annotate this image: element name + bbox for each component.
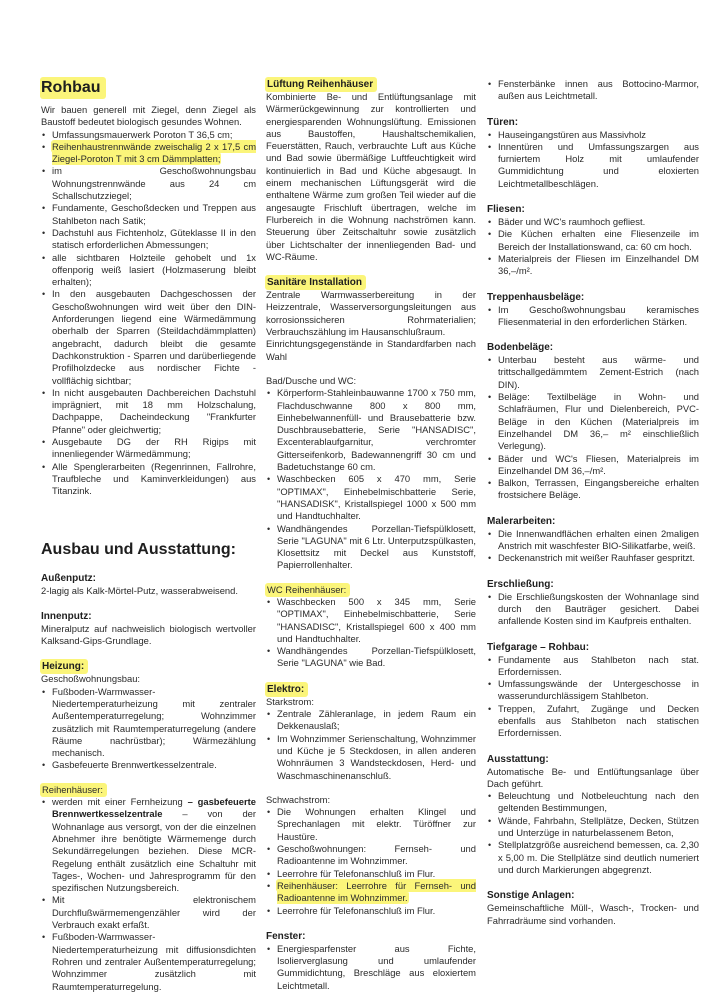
highlighted-text: Reihenhäuser: Leerrohre für Fernseh- und Radioantenne im Wohnzimmer. xyxy=(277,879,476,904)
fenster-cont-list xyxy=(487,78,699,103)
list-item: • Alle Spenglerarbeiten (Regenrinnen, Fallrohre, Traufbleche und Kaminverkleidungen) aus Titanzink. xyxy=(41,461,256,498)
section-sonstige xyxy=(487,889,699,927)
list-item: • Gasbefeuerte Brennwertkesselzentrale. xyxy=(41,759,256,771)
list-item: • Unterbau besteht aus wärme- und trittschallgedämmtem Zement-Estrich (nach DIN). xyxy=(487,354,699,391)
heading-sonstige: Sonstige Anlagen: xyxy=(487,890,575,902)
list-item: • Waschbecken 500 x 345 mm, Serie "OPTIMAX", Einhebelmischbatterie, Serie "HANSADISC", Kristallspiegel 600 x 400 mm und Handtuchhalter. xyxy=(266,596,476,645)
list-item: • Die Wohnungen erhalten Klingel und Sprechanlagen mit elektr. Türöffner zur Haustüre. xyxy=(266,806,476,843)
list-item: • Dachstuhl aus Fichtenholz, Güteklasse II in den statisch erforderlichen Abmessungen; xyxy=(41,227,256,252)
section-erschliessung xyxy=(487,578,699,628)
list-item: • Fußboden-Warmwasser-Niedertemperaturheizung mit diffusionsdichten Rohren und zentraler Außentemperaturregelung; Wohnzimmer zusätzlich mit Raumtemperaturregelung. xyxy=(41,931,256,992)
list-item: • In nicht ausgebauten Dachbereichen Dachstuhl imprägniert, mit 18 mm Holzschalung, Dachpappe, Dacheindeckung "Frankfurter Pfanne" oder gleichwertig; xyxy=(41,387,256,436)
aussenputz-text: 2-lagig als Kalk-Mörtel-Putz, wasserabweisend. xyxy=(41,584,238,596)
erschliessung-list xyxy=(487,591,699,628)
bad-list xyxy=(266,387,476,571)
section-innenputz xyxy=(41,610,256,648)
heading-rohbau: Rohbau xyxy=(41,78,105,98)
tueren-list xyxy=(487,129,699,190)
heading-tiefgarage: Tiefgarage – Rohbau: xyxy=(487,641,590,653)
list-item: • Waschbecken 605 x 470 mm, Serie "OPTIMAX", Einhebelmischbatterie Serie, "HANSADISK", Kristallspiegel 1000 x 500 mm und Handtuchhalter. xyxy=(266,473,476,522)
section-lueftung xyxy=(266,78,476,263)
section-elektro xyxy=(266,683,476,917)
list-item: • Umfassungsmauerwerk Poroton T 36,5 cm; xyxy=(41,129,256,141)
section-fliesen xyxy=(487,203,699,277)
list-item: • Beleuchtung und Notbeleuchtung nach den geltenden Bestimmungen, xyxy=(487,790,699,815)
heading-fenster: Fenster: xyxy=(266,930,306,942)
list-item: • Treppen, Zufahrt, Zugänge und Decken ebenfalls aus Stahlbeton nach statischen Erfordernissen. xyxy=(487,703,699,740)
list-item: • alle sichtbaren Holzteile gehobelt und 1x offenporig weiß lasiert (Holzmaserung bleibt erhalten); xyxy=(41,252,256,289)
section-fenster xyxy=(266,930,476,992)
heading-treppenhaus: Treppenhausbeläge: xyxy=(487,291,585,303)
heading-ausstattung: Ausstattung: xyxy=(487,753,549,765)
list-item: • Deckenanstrich mit weißer Rauhfaser gespritzt. xyxy=(487,552,699,564)
list-item: • Im Wohnzimmer Serienschaltung, Wohnzimmer und Küche je 5 Steckdosen, in allen anderen Wohnräumen 3 Wandsteckdosen, Herd- und Waschmaschinenanschluß. xyxy=(266,733,476,782)
list-item: • In den ausgebauten Dachgeschossen der Geschoßwohnungen wird weit über den DIN-Anforderungen liegend eine Wärmedämmung oberhalb der Sparren (Steildachdämmplatten) angebracht, dadurch bleibt die gesamte Dachkonstruktion - Sparren und darüberliegende Profilholzdecke aus nordischer Fichte - vollflächig sichtbar; xyxy=(41,288,256,386)
list-item: • Innentüren und Umfassungszargen aus furniertem Holz mit umlaufender Gummidichtung und eloxierten Leichtmetallbeschlägen. xyxy=(487,141,699,190)
column-middle xyxy=(266,78,476,1005)
list-item: • Wandhängendes Porzellan-Tiefspülklosett, Serie "LAGUNA" mit 6 Ltr. Unterputzspülkasten, Klosettsitz mit Deckel aus Kunststoff, Papierrollenhalter. xyxy=(266,523,476,572)
list-item: • Die Innenwandflächen erhalten einen 2maligen Anstrich mit waschfester BIO-Silikatfarbe, weiß. xyxy=(487,528,699,553)
list-item: • Energiesparfenster aus Fichte, Isolierverglasung und umlaufender Gummidichtung, Breschläge aus eloxiertem Leichtmetall. xyxy=(266,943,476,992)
heading-elektro: Elektro: xyxy=(266,683,307,696)
list-item: • Ausgebaute DG der RH Rigips mit innenliegender Wärmedämmung; xyxy=(41,436,256,461)
boden-list xyxy=(487,354,699,502)
heading-innenputz: Innenputz: xyxy=(41,610,92,622)
wc-sub: WC Reihenhäuser: xyxy=(266,584,349,596)
heading-malerarbeiten: Malerarbeiten: xyxy=(487,515,556,527)
section-bodenbelaege xyxy=(487,341,699,502)
section-treppenhaus xyxy=(487,291,699,329)
section-rohbau xyxy=(41,78,256,498)
section-tueren xyxy=(487,116,699,190)
wc-list xyxy=(266,596,476,670)
list-item: • Hauseingangstüren aus Massivholz xyxy=(487,129,699,141)
list-item: • Wandhängendes Porzellan-Tiefspülklosett, Serie "LAGUNA" wie Bad. xyxy=(266,645,476,670)
list-item: • Die Küchen erhalten eine Fliesenzeile im Bereich der Installationswand, ca: 60 cm hoch. xyxy=(487,228,699,253)
heizung-rh-list xyxy=(41,796,256,993)
heizung-list xyxy=(41,686,256,772)
heading-tueren: Türen: xyxy=(487,116,519,128)
highlighted-text: Reihenhaustrennwände zweischalig 2 x 17,5 cm Ziegel-Poroton T mit 3 cm Dämmplatten; xyxy=(52,140,256,165)
heading-bodenbelaege: Bodenbeläge: xyxy=(487,342,554,354)
heading-ausbau: Ausbau und Ausstattung: xyxy=(41,540,236,558)
list-item: • im Geschoßwohnungsbau Wohnungstrennwände aus 24 cm Schallschutzziegel; xyxy=(41,165,256,202)
treppenhaus-list xyxy=(487,304,699,329)
list-item: • Fensterbänke innen aus Bottocino-Marmor, außen aus Leichtmetall. xyxy=(487,78,699,103)
fliesen-list xyxy=(487,216,699,277)
list-item: • Balkon, Terrassen, Eingangsbereiche erhalten frostsichere Beläge. xyxy=(487,477,699,502)
list-item: • Die Erschließungskosten der Wohnanlage sind durch den Bauträger gesichert. Dabei anfallende Kosten sind im Kaufpreis enthalten. xyxy=(487,591,699,628)
rohbau-list xyxy=(41,129,256,498)
list-item: • Bäder und WC's Fliesen, Materialpreis im Einzelhandel DM 36,–/m². xyxy=(487,453,699,478)
list-item: • Körperform-Stahleinbauwanne 1700 x 750 mm, Flachduschwanne 800 x 800 mm, Einhebelwannenfüll- und Brausebatterie bzw. Duschbrausebatterie, Serie "HANSADISC", Excenterablaufgarnitur, verchromter Gitterseifenkorb, Badewannengriff 30 cm und Badetuchstange 60 cm. xyxy=(266,387,476,473)
innenputz-text: Mineralputz auf nachweislich biologisch wertvoller Kalksand-Gips-Grundlage. xyxy=(41,622,256,647)
ausstattung-list xyxy=(487,790,699,876)
sonstige-text: Gemeinschaftliche Müll-, Wasch-, Trocken- und Fahrradräume sind vorhanden. xyxy=(487,902,699,926)
column-left xyxy=(41,78,256,1006)
list-item: • werden mit einer Fernheizung – gasbefeuerte Brennwertkesselzentrale – von der Wohnanlage aus versorgt, von der die einzelnen Abnehmer ihre benötigte Wärmemenge durch Sekundärregelungen beziehen. Diese MCR-Regelung enthält zusätzlich eine Schaltuhr mit Tages-, Wochen- und Jahresprogramm für den spezifischen Nutzungsbereich. xyxy=(41,796,256,894)
bold-text: – gasbefeuerte Brennwertkesselzentrale xyxy=(52,796,256,820)
section-ausstattung xyxy=(487,753,699,877)
heading-fliesen: Fliesen: xyxy=(487,204,525,216)
fenster-list xyxy=(266,943,476,992)
list-item: • Bäder und WC's raumhoch gefliest. xyxy=(487,216,699,228)
tiefgarage-list xyxy=(487,654,699,740)
heading-erschliessung: Erschließung: xyxy=(487,578,554,590)
list-item: • Beläge: Textilbeläge in Wohn- und Schlafräumen, Flur und Dielenbereich, PVC-Beläge in den Küchen (Materialpreis im Einzelhandel DM 36,– m² einschließlich Verlegung). xyxy=(487,391,699,452)
list-item: • Fundamente aus Stahlbeton nach stat. Erfordernissen. xyxy=(487,654,699,679)
heizung-rh-sub: Reihenhäuser: xyxy=(41,784,106,796)
starkstrom-sub: Starkstrom: xyxy=(266,695,314,707)
list-item: • Stellplatzgröße ausreichend bemessen, ca. 2,30 x 5,00 m. Die Stellplätze sind deutlich numeriert und durch Markierungen abgegrenzt. xyxy=(487,839,699,876)
heading-lueftung: Lüftung Reihenhäuser xyxy=(266,78,376,91)
list-item: • Leerrohre für Telefonanschluß im Flur. xyxy=(266,905,476,917)
heading-aussenputz: Außenputz: xyxy=(41,572,96,584)
list-item: • Fundamente, Geschoßdecken und Treppen aus Stahlbeton nach Satik; xyxy=(41,202,256,227)
sanitaer-text-1: Zentrale Warmwasserbereitung in der Heizzentrale, Wasserversorgungsleitungen aus korrosionssicheren Rohrmaterialien; Verbrauchszählung im Hausanschlußraum. xyxy=(266,289,476,338)
rohbau-intro: Wir bauen generell mit Ziegel, denn Ziegel als Baustoff bedeutet biologisch gesundes Wohnen. xyxy=(41,104,256,128)
list-item: • Mit elektronischem Durchflußwärmemengenzähler wird der Verbrauch exakt erfaßt. xyxy=(41,894,256,931)
list-item: • Fußboden-Warmwasser-Niedertemperaturheizung mit zentraler Außentemperaturregelung; Wohnzimmer zusätzlich mit Raumtemperaturregelung (andere Räume nachrüstbar); Wärmezählung mechanisch. xyxy=(41,686,256,760)
bad-sub: Bad/Dusche und WC: xyxy=(266,374,357,386)
list-item: • Leerrohre für Telefonanschluß im Flur. xyxy=(266,868,476,880)
list-item: • Umfassungswände der Untergeschosse in wasserundurchlässigem Stahlbeton. xyxy=(487,678,699,703)
list-item xyxy=(266,880,476,905)
starkstrom-list xyxy=(266,708,476,782)
maler-list xyxy=(487,528,699,565)
section-malerarbeiten xyxy=(487,515,699,565)
section-heizung xyxy=(41,660,256,992)
list-item: • Wände, Fahrbahn, Stellplätze, Decken, Stützen und Unterzüge in naturbelassenem Beton, xyxy=(487,815,699,840)
list-item xyxy=(41,141,256,166)
sanitaer-text-2: Einrichtungsgegenstände in Standardfarben nach Wahl xyxy=(266,338,476,362)
heading-sanitaer: Sanitäre Installation xyxy=(266,276,365,289)
heading-heizung: Heizung: xyxy=(41,660,87,673)
section-fenster-cont xyxy=(487,78,699,103)
section-sanitaer xyxy=(266,276,476,670)
schwachstrom-sub: Schwachstrom: xyxy=(266,793,331,805)
section-aussenputz xyxy=(41,572,256,597)
ausstattung-text: Automatische Be- und Entlüftungsanlage über Dach geführt. xyxy=(487,765,699,789)
list-item: • Zentrale Zähleranlage, in jedem Raum ein Dekkenauslaß; xyxy=(266,708,476,733)
column-right xyxy=(487,78,699,940)
lueftung-text: Kombinierte Be- und Entlüftungsanlage mit Wärmerückgewinnung zur kontrollierten und energiesparenden Wohnungslüftung. Emissionen aus Baustoffen, Haushaltschemikalien, Feuerstätten, Rauch, verbrauchte Luft aus Küche und Bad sowie übermäßige Luftfeuchtigkeit wird kontinuierlich in Bad und Küche abgesaugt. In einem mechanischen Lüftungsgerät wird die enthaltene Wärme zum großen Teil wieder auf die angesaugte Frischluft übertragen, welche im Flurbereich in die Wohnung nachströmen kann. Steuerung über Zeitschaltuhr sowie zusätzlich über Lichtschalter der innenliegenden Bad- und WC-Räume. xyxy=(266,91,476,262)
list-item: • Geschoßwohnungen: Fernseh- und Radioantenne im Wohnzimmer. xyxy=(266,843,476,868)
schwachstrom-list xyxy=(266,806,476,917)
section-tiefgarage xyxy=(487,641,699,740)
heizung-sub: Geschoßwohnungsbau: xyxy=(41,673,141,685)
list-item: • Im Geschoßwohnungsbau keramisches Fliesenmaterial in den erforderlichen Stärken. xyxy=(487,304,699,329)
list-item: • Materialpreis der Fliesen im Einzelhandel DM 36,–/m². xyxy=(487,253,699,278)
